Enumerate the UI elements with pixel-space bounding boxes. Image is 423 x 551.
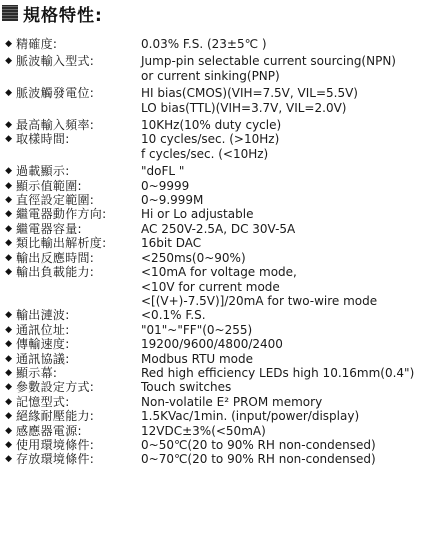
spec-label: 輸出反應時間: [16,250,95,265]
diamond-bullet-icon: ◆ [5,166,12,177]
diamond-bullet-icon: ◆ [5,88,12,99]
spec-label: 感應器電源: [16,423,82,438]
spec-label: 取樣時間: [16,132,70,147]
spec-value: 0.03% F.S. (23±5℃ ) [141,37,267,51]
spec-value: 10KHz(10% duty cycle) [141,118,282,133]
spec-value: 0~9999 [141,178,190,193]
spec-label: 傳輸速度: [16,337,70,352]
spec-value: "doFL " [141,164,185,179]
spec-row [0,118,423,132]
spec-label: 繼電器容量: [16,221,82,236]
spec-row [0,179,423,193]
spec-row [0,366,423,380]
spec-value: 1.5KVac/1min. (input/power/display) [141,409,360,424]
spec-row [0,86,423,115]
spec-label: 類比輸出解析度: [16,236,107,251]
diamond-bullet-icon: ◆ [5,310,12,321]
spec-value: <250ms(0~90%) [141,250,246,265]
spec-row [0,352,423,366]
spec-label: 過載顯示: [16,164,70,179]
spec-value: HI bias(CMOS)(VIH=7.5V, VIL=5.5V) [141,86,358,101]
diamond-bullet-icon: ◆ [5,238,12,249]
spec-label: 存放環境條件: [16,452,95,467]
spec-label: 通訊協議: [16,351,70,366]
spec-value: LO bias(TTL)(VIH=3.7V, VIL=2.0V) [141,100,347,115]
spec-value: <10V for current mode [141,279,280,294]
section-header [2,2,103,24]
diamond-bullet-icon: ◆ [5,382,12,393]
spec-row [0,308,423,322]
diamond-bullet-icon: ◆ [5,454,12,465]
diamond-bullet-icon: ◆ [5,411,12,422]
spec-value: Non-volatile E² PROM memory [141,394,323,409]
spec-label: 顯示幕: [16,365,58,380]
spec-value: 19200/9600/4800/2400 [141,337,283,352]
spec-label: 參數設定方式: [16,380,95,395]
spec-label: 通訊位址: [16,322,70,337]
spec-value: <10mA for voltage mode, [141,265,297,280]
spec-label: 記憶型式: [16,394,70,409]
spec-row [0,395,423,409]
spec-label: 精確度: [16,37,58,51]
spec-label: 脈波輸入型式: [16,54,95,69]
spec-row [0,337,423,351]
spec-value: 12VDC±3%(<50mA) [141,423,266,438]
spec-row [0,164,423,178]
spec-row [0,452,423,466]
spec-label: 輸出漣波: [16,308,70,323]
diamond-bullet-icon: ◆ [5,209,12,220]
spec-row [0,132,423,161]
spec-row [0,323,423,337]
diamond-bullet-icon: ◆ [5,56,12,67]
diamond-bullet-icon: ◆ [5,223,12,234]
spec-row [0,265,423,308]
diamond-bullet-icon: ◆ [5,120,12,131]
spec-row [0,207,423,221]
diamond-bullet-icon: ◆ [5,180,12,191]
spec-label: 顯示值範圍: [16,178,82,193]
spec-row [0,424,423,438]
spec-value: Jump-pin selectable current sourcing(NPN) [141,54,396,69]
spec-list [0,37,423,467]
spec-value: "01"~"FF"(0~255) [141,322,253,337]
diamond-bullet-icon: ◆ [5,324,12,335]
header-block-icon [2,5,18,21]
spec-value: 10 cycles/sec. (>10Hz) [141,132,280,147]
spec-value: 0~70℃(20 to 90% RH non-condensed) [141,452,376,467]
diamond-bullet-icon: ◆ [5,353,12,364]
diamond-bullet-icon: ◆ [5,425,12,436]
spec-row [0,37,423,51]
diamond-bullet-icon: ◆ [5,195,12,206]
spec-label: 繼電器動作方向: [16,207,107,222]
spec-row [0,409,423,423]
diamond-bullet-icon: ◆ [5,267,12,278]
spec-row [0,193,423,207]
diamond-bullet-icon: ◆ [5,396,12,407]
diamond-bullet-icon: ◆ [5,439,12,450]
diamond-bullet-icon: ◆ [5,367,12,378]
spec-label: 直徑設定範圍: [16,193,95,208]
spec-label: 最高輸入頻率: [16,118,95,133]
section-title: 規格特性: [23,5,103,26]
spec-row [0,54,423,83]
spec-value: Modbus RTU mode [141,351,254,366]
spec-row [0,438,423,452]
diamond-bullet-icon: ◆ [5,134,12,145]
diamond-bullet-icon: ◆ [5,339,12,350]
spec-value: <0.1% F.S. [141,308,206,323]
spec-value: or current sinking(PNP) [141,68,280,83]
spec-label: 輸出負載能力: [16,265,95,280]
spec-value: <[(V+)-7.5V)]/20mA for two-wire mode [141,293,378,308]
spec-label: 使用環境條件: [16,437,95,452]
spec-label: 脈波觸發電位: [16,86,95,101]
spec-value: f cycles/sec. (<10Hz) [141,146,269,161]
diamond-bullet-icon: ◆ [5,39,12,49]
spec-row [0,222,423,236]
spec-value: Touch switches [141,380,232,395]
spec-value: 0~9.999M [141,193,204,208]
spec-value: Red high efficiency LEDs high 10.16mm(0.4") [141,365,415,380]
spec-value: 0~50℃(20 to 90% RH non-condensed) [141,437,376,452]
diamond-bullet-icon: ◆ [5,252,12,263]
spec-row [0,251,423,265]
spec-row [0,236,423,250]
spec-label: 絕緣耐壓能力: [16,409,95,424]
spec-value: AC 250V-2.5A, DC 30V-5A [141,221,296,236]
spec-row [0,380,423,394]
spec-value: 16bit DAC [141,236,202,251]
spec-value: Hi or Lo adjustable [141,207,254,222]
